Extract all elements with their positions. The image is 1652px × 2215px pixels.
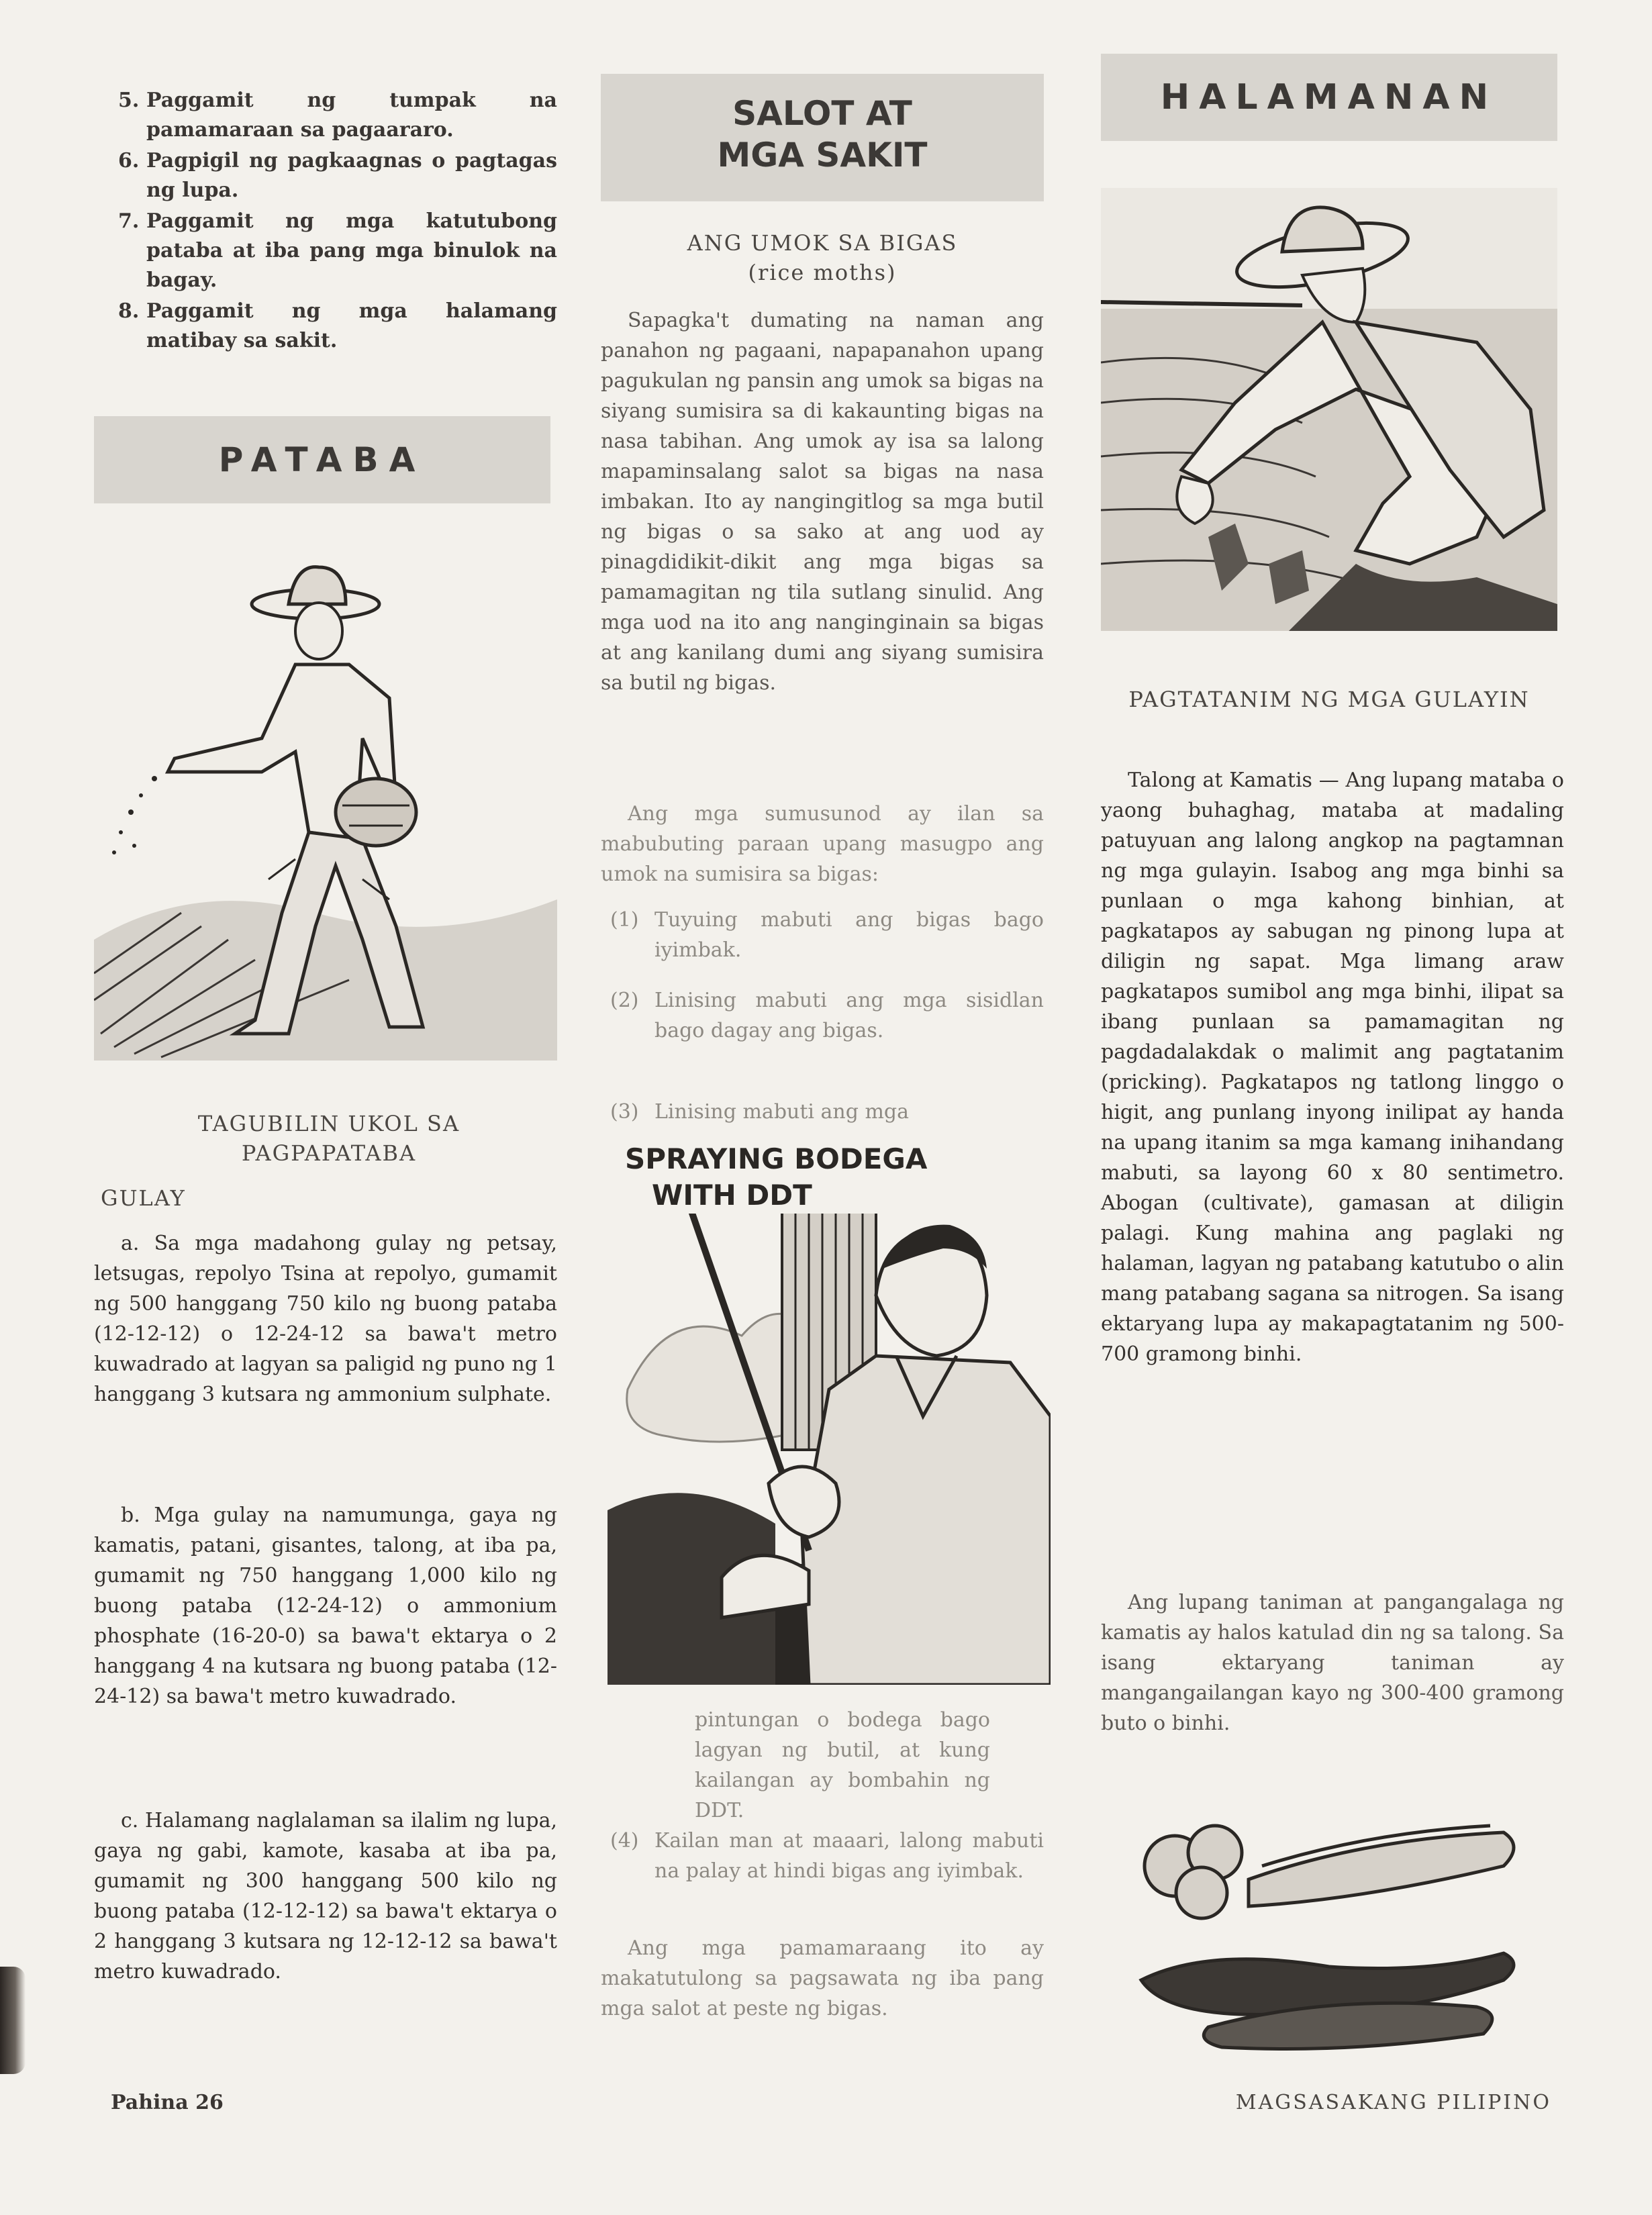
farmer-planting-illustration — [1101, 188, 1557, 631]
item-3: (3) Linising mabuti ang mga — [610, 1100, 910, 1124]
item-3-continued: pintungan o bodega bago lagyan ng butil, at kung kailangan ay bombahin ng DDT. — [695, 1708, 990, 1822]
paragraph-umok: Sapagka't dumating na naman ang panahon ng pagaani, napapanahon upang pagukulan ng pansin ang umok sa bigas na siyang sumisira sa di kakaunting bigas na nasa tabihan. Ang umok ay isa sa lalong mapaminsalang salot sa bigas na nasa imbakan. Ito ay nangingitlog sa mga butil ng bigas o sa sako at ang uod ay pinagdidikit-dikit ang mga bigas sa pamamagitan ng tila sutlang sinulid. Ang mga uod na ito ang nanginginain sa bigas at ang kanilang dumi ang siyang sumisira sa butil ng bigas. — [601, 309, 1044, 695]
paragraph-c: c. Halamang naglalaman sa ilalim ng lupa, gaya ng gabi, kamote, kasaba at iba pa, gumamit ng 300 hanggang 500 kilo ng buong pataba (12-12-12) sa bawa't ektarya o 2 hanggang 3 kutsara ng 12-12-12 sa bawa't metro kuwadrado. — [94, 1809, 557, 1983]
paragraph-talong-kamatis: Talong at Kamatis — Ang lupang mataba o yaong buhaghag, mataba at madaling patuyuan ang lalong angkop na pagtamnan ng mga gulayin. Isabog ang mga binhi sa punlaan o mga kahong binhian, at pagkatapos ay sabugan ng pinong lupa at diligin ng sapat. Mga limang araw pagkatapos sumibol ang mga binhi, ilipat sa ibang punlaan sa pamamagitan ng pagdadalakdak o malimit ang pagtatanim (pricking). Pagkatapos ng tatlong linggo o higit, ang punlang inyong inilipat ay handa na upang itanim sa mga kamang inihandang mabuti, sa layong 60 x 80 sentimetro. Abogan (cultivate), gamasan at diligin palagi. Kung mahina ang paglaki ng halaman, lagyan ng patabang katutubo o alin mang patabang sagana sa nitrogen. Sa isang ektaryang lupa ay makapagtatanim ng 500-700 gramong binhi. — [1101, 769, 1564, 1366]
heading-umok-sub: (rice moths) — [748, 260, 897, 285]
item-1: (1) Tuyuing mabuti ang bigas bago iyimbak. — [610, 908, 1044, 962]
publication-name: MAGSASAKANG PILIPINO — [1235, 2091, 1551, 2114]
vegetables-illustration — [1128, 1812, 1544, 2067]
list-item: 7. Paggamit ng mga katutubong pataba at iba pang mga binulok na bagay. — [118, 209, 557, 292]
spraying-ddt-illustration — [608, 1134, 1051, 1685]
paragraph-a: a. Sa mga madahong gulay ng petsay, letsugas, repolyo Tsina at repolyo, gumamit ng 500 hanggang 750 kilo ng buong pataba (12-12-12) o 12-24-12 sa bawa't metro kuwadrado at lagyan sa paligid ng puno ng 1 hanggang 3 kutsara ng ammonium sulphate. — [94, 1232, 557, 1406]
list-item: 5. Paggamit ng tumpak na pamamaraan sa pagaararo. — [118, 89, 557, 142]
paragraph-b: b. Mga gulay na namumunga, gaya ng kamatis, patani, gisantes, talong, at iba pa, gumamit ng 750 hanggang 1,000 kilo ng buong pataba (12-24-12) o ammonium phosphate (16-20-0) sa bawa't ektarya o 2 hanggang 4 na kutsara ng buong pataba (12-24-12) sa bawa't metro kuwadrado. — [94, 1504, 557, 1708]
page-number: Pahina 26 — [111, 2091, 224, 2114]
list-item: 6. Pagpigil ng pagkaagnas o pagtagas ng lupa. — [118, 149, 557, 202]
section-title-salot: SALOT AT MGA SAKIT — [601, 74, 1044, 201]
paragraph-pamamaraan: Ang mga pamamaraang ito ay makatutulong sa pagsawata ng iba pang mga salot at peste ng bigas. — [601, 1936, 1044, 2020]
heading-umok: ANG UMOK SA BIGAS — [687, 230, 958, 256]
paragraph-lupang-taniman: Ang lupang taniman at pangangalaga ng kamatis ay halos katulad din ng sa talong. Sa isang ektaryang taniman ay mangangailangan kayo ng 300-400 gramong buto o binhi. — [1101, 1591, 1564, 1735]
list-item: 8. Paggamit ng mga halamang matibay sa sakit. — [118, 299, 557, 352]
farmer-sowing-illustration — [94, 564, 557, 1061]
subheading-gulay: GULAY — [101, 1185, 186, 1211]
item-4: (4) Kailan man at maaari, lalong mabuti na palay at hindi bigas ang iyimbak. — [610, 1829, 1044, 1883]
item-2: (2) Linising mabuti ang mga sisidlan bago dagay ang bigas. — [610, 989, 1044, 1042]
section-title-pataba: PATABA — [94, 416, 550, 503]
paragraph-paraan: Ang mga sumusunod ay ilan sa mabubuting paraan upang masugpo ang umok na sumisira sa bigas: — [601, 802, 1044, 886]
heading-pagtatanim: PAGTATANIM NG MGA GULAYIN — [1128, 687, 1530, 712]
page-edge-mark — [0, 1967, 26, 2074]
spraying-sign: SPRAYING BODEGA WITH DDT — [621, 1141, 931, 1214]
method-list — [94, 86, 557, 357]
heading-pagpapataba: TAGUBILIN UKOL SA PAGPAPATABA — [197, 1111, 460, 1166]
section-title-halamanan: HALAMANAN — [1101, 54, 1557, 141]
